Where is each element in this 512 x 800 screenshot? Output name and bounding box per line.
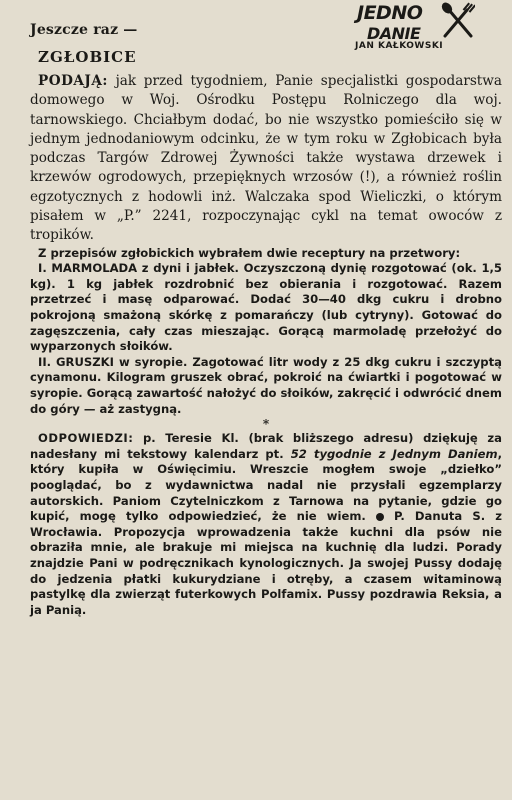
logo-line2: DANIE	[367, 24, 421, 43]
replies-label: ODPOWIEDZI:	[38, 431, 134, 446]
logo-line1: JEDNO	[357, 2, 423, 24]
recipe-2-title: II. GRUSZKI w syropie.	[38, 354, 188, 369]
replies-part1: p. Teresie Kl. (brak bliższego adresu) dziękuję za nadesłany mi tekstowy kalendarz pt.	[30, 431, 502, 461]
column-logo	[355, 4, 510, 54]
recipe-2-text: Zagotować litr wody z 25 dkg cukru i szczyptą cynamonu. Kilogram gruszek obrać, pokroić na ćwiartki i pogotować w syropie. Gorącą zawartość nałożyć do słoików, zakręcić i odwrócić dnem do góry — aż zastygną.	[30, 354, 502, 416]
recipe-1	[30, 261, 502, 355]
recipe-2	[30, 355, 502, 417]
calendar-title: 52 tygodnie z Jednym Daniem	[290, 446, 498, 461]
recipe-1-text: Oczyszczoną dynię rozgotować (ok. 1,5 kg). 1 kg jabłek rozdrobnić bez obierania i rozgotować. Razem przetrzeć i masę odparować. Dodać 30—40 dkg cukru i drobno pokrojoną smażoną skórkę z pomarańczy (lub cytryny). Gotować do zagęszczenia, cały czas mieszając. Gorącą marmoladę przełożyć do wyparzonych słoików.	[30, 261, 502, 354]
bullet-icon	[376, 513, 384, 521]
section-separator: *	[262, 417, 270, 432]
lead-caps: PODAJĄ:	[38, 73, 108, 89]
crossed-fork-spoon-icon	[441, 2, 475, 38]
recipe-1-title: I. MARMOLADA z dyni i jabłek.	[38, 261, 239, 276]
lead-text: jak przed tygodniem, Panie specjalistki gospodarstwa domowego w Woj. Ośrodku Postępu Rolniczego dla woj. tarnowskiego. Chciałbym dodać, bo nie wszystko pomieściło się w jednym jednodaniowym odcinku, że w tym roku w Zgłobicach była podczas Targów Zdrowej Żywności także wystawa drzewek i krzewów ogrodowych, przepięknych wrzosów (!), a również roślin egzotycznych z hodowli inż. Walczaka spod Wieliczki, o którym pisałem w „P.” 2241, rozpoczynając cykl na temat owoców z tropików.	[30, 73, 502, 244]
replies-part3: P. Danuta S. z Wrocławia. Propozycja wprowadzenia także kuchni dla psów nie obraziła mnie, ale brakuje mi miejsca na kuchnię dla ludzi. Porady znajdzie Pani w podręcznikach kynologicznych. Ja swojej Pussy dodaję do jedzenia płatki kukurydziane i otręby, a czasem witaminową pastylkę dla zwierząt futerkowych Polfamix. Pussy pozdrawia Reksia, a ja Panią.	[30, 509, 502, 617]
headline: ZGŁOBICE	[38, 48, 137, 66]
column-header	[30, 2, 502, 72]
kicker: Jeszcze raz —	[30, 22, 138, 38]
author-name: JAN KAŁKOWSKI	[355, 41, 444, 51]
lead-paragraph	[30, 72, 502, 246]
replies-paragraph	[30, 431, 502, 618]
replies-part2: , który kupiła w Oświęcimiu. Wreszcie mogłem swoje „dziełko” pooglądać, bo z wydawnictwa nadal nie przysłali egzemplarzy autorskich. Paniom Czytelniczkom z Tarnowa na pytanie, gdzie go kupić, mogę tylko odpowiedzieć, że nie wiem.	[30, 446, 502, 524]
recipes-intro: Z przepisów zgłobickich wybrałem dwie receptury na przetwory:	[38, 245, 461, 260]
